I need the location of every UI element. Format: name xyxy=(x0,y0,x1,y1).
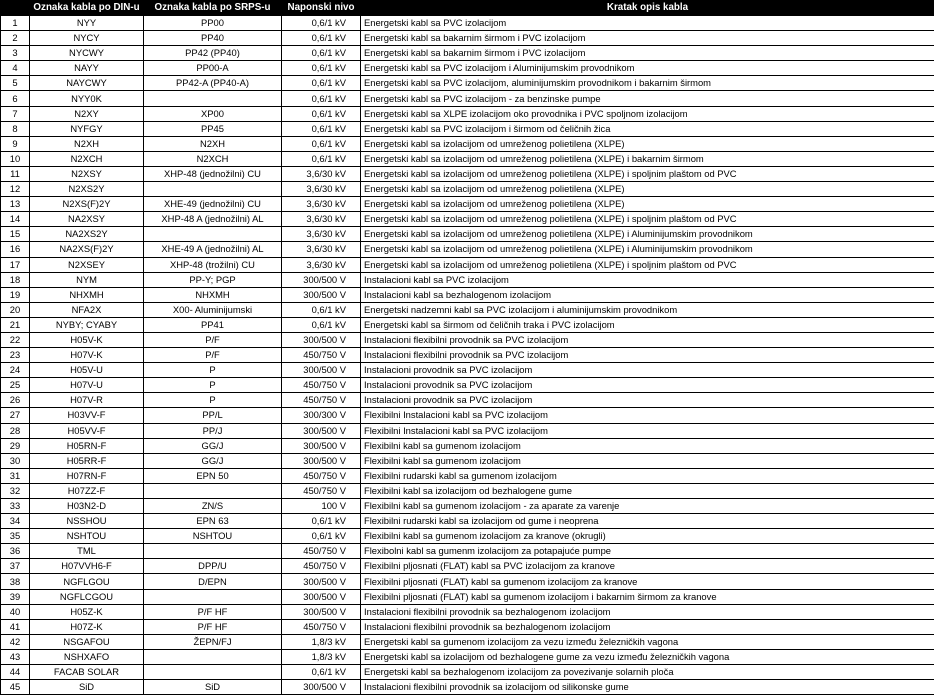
din-code-cell: N2XS(F)2Y xyxy=(30,197,144,212)
row-number-cell: 7 xyxy=(1,106,30,121)
row-number-cell: 1 xyxy=(1,16,30,31)
voltage-level-cell: 3,6/30 kV xyxy=(282,257,361,272)
din-code-cell: H05VV-F xyxy=(30,423,144,438)
cable-description-cell: Flexibilni Instalacioni kabl sa PVC izolacijom xyxy=(361,408,934,423)
din-code-cell: NA2XS(F)2Y xyxy=(30,242,144,257)
cable-description-cell: Energetski kabl sa XLPE izolacijom oko provodnika i PVC spoljnom izolacijom xyxy=(361,106,934,121)
voltage-level-cell: 450/750 V xyxy=(282,468,361,483)
din-code-cell: NYFGY xyxy=(30,121,144,136)
cable-description-cell: Instalacioni provodnik sa PVC izolacijom xyxy=(361,363,934,378)
table-row xyxy=(1,182,934,197)
table-row xyxy=(1,559,934,574)
row-number-cell: 38 xyxy=(1,574,30,589)
header-number xyxy=(1,1,30,16)
table-row xyxy=(1,649,934,664)
table-row xyxy=(1,227,934,242)
voltage-level-cell: 300/500 V xyxy=(282,423,361,438)
voltage-level-cell: 0,6/1 kV xyxy=(282,46,361,61)
table-row xyxy=(1,121,934,136)
cable-description-cell: Flexibilni kabl sa gumenom izolacijom - za aparate za varenje xyxy=(361,499,934,514)
din-code-cell: NYY0K xyxy=(30,91,144,106)
cable-description-cell: Instalacioni provodnik sa PVC izolacijom xyxy=(361,393,934,408)
cable-description-cell: Instalacioni flexibilni provodnik sa bezhalogenom izolacijom xyxy=(361,604,934,619)
table-row xyxy=(1,378,934,393)
row-number-cell: 33 xyxy=(1,499,30,514)
table-row xyxy=(1,665,934,680)
header-srps: Oznaka kabla po SRPS-u xyxy=(144,1,282,16)
voltage-level-cell: 300/500 V xyxy=(282,453,361,468)
voltage-level-cell: 300/500 V xyxy=(282,574,361,589)
cable-description-cell: Energetski kabl sa PVC izolacijom, aluminijumskim provodnikom i bakarnim širmom xyxy=(361,76,934,91)
voltage-level-cell: 3,6/30 kV xyxy=(282,182,361,197)
table-row xyxy=(1,544,934,559)
table-row xyxy=(1,106,934,121)
srps-code-cell: N2XCH xyxy=(144,151,282,166)
srps-code-cell: PP00-A xyxy=(144,61,282,76)
cable-description-cell: Instalacioni flexibilni provodnik sa PVC izolacijom xyxy=(361,348,934,363)
cable-description-cell: Flexibolni kabl sa gumenm izolacijom za potapajuće pumpe xyxy=(361,544,934,559)
srps-code-cell: PP-Y; PGP xyxy=(144,272,282,287)
din-code-cell: NHXMH xyxy=(30,287,144,302)
srps-code-cell: SiD xyxy=(144,680,282,695)
srps-code-cell: P xyxy=(144,393,282,408)
row-number-cell: 32 xyxy=(1,483,30,498)
row-number-cell: 28 xyxy=(1,423,30,438)
din-code-cell: H03VV-F xyxy=(30,408,144,423)
din-code-cell: NYBY; CYABY xyxy=(30,317,144,332)
din-code-cell: H05V-U xyxy=(30,363,144,378)
table-row xyxy=(1,212,934,227)
din-code-cell: NGFLCGOU xyxy=(30,589,144,604)
table-row xyxy=(1,619,934,634)
din-code-cell: TML xyxy=(30,544,144,559)
din-code-cell: N2XY xyxy=(30,106,144,121)
voltage-level-cell: 0,6/1 kV xyxy=(282,121,361,136)
voltage-level-cell: 300/500 V xyxy=(282,680,361,695)
srps-code-cell xyxy=(144,589,282,604)
row-number-cell: 36 xyxy=(1,544,30,559)
din-code-cell: NYCWY xyxy=(30,46,144,61)
srps-code-cell xyxy=(144,665,282,680)
table-row xyxy=(1,166,934,181)
cable-description-cell: Energetski kabl sa izolacijom od umreženog polietilena (XLPE) i bakarnim širmom xyxy=(361,151,934,166)
cable-description-cell: Energetski kabl sa izolacijom od umreženog polietilena (XLPE) i spoljnim plaštom od PVC xyxy=(361,212,934,227)
srps-code-cell xyxy=(144,227,282,242)
srps-code-cell: P xyxy=(144,363,282,378)
srps-code-cell: GG/J xyxy=(144,438,282,453)
row-number-cell: 20 xyxy=(1,302,30,317)
din-code-cell: N2XSY xyxy=(30,166,144,181)
cable-description-cell: Energetski kabl sa PVC izolacijom xyxy=(361,16,934,31)
cable-description-cell: Energetski kabl sa bakarnim širmom i PVC izolacijom xyxy=(361,46,934,61)
cable-description-cell: Instalacioni flexibilni provodnik sa izolacijom od silikonske gume xyxy=(361,680,934,695)
cable-description-cell: Energetski kabl sa bezhalogenom izolacijom za povezivanje solarnih ploča xyxy=(361,665,934,680)
voltage-level-cell: 1,8/3 kV xyxy=(282,649,361,664)
table-row xyxy=(1,76,934,91)
srps-code-cell: ŽEPN/FJ xyxy=(144,634,282,649)
cable-description-cell: Flexibilni pljosnati (FLAT) kabl sa PVC izolacijom za kranove xyxy=(361,559,934,574)
row-number-cell: 2 xyxy=(1,31,30,46)
cable-description-cell: Instalacioni flexibilni provodnik sa PVC izolacijom xyxy=(361,332,934,347)
voltage-level-cell: 3,6/30 kV xyxy=(282,197,361,212)
row-number-cell: 11 xyxy=(1,166,30,181)
srps-code-cell: XP00 xyxy=(144,106,282,121)
cable-description-cell: Flexibilni pljosnati (FLAT) kabl sa gumenom izolacijom za kranove xyxy=(361,574,934,589)
srps-code-cell: P/F HF xyxy=(144,619,282,634)
voltage-level-cell: 300/500 V xyxy=(282,604,361,619)
srps-code-cell: PP42-A (PP40-A) xyxy=(144,76,282,91)
voltage-level-cell: 1,8/3 kV xyxy=(282,634,361,649)
srps-code-cell xyxy=(144,91,282,106)
cable-description-cell: Energetski nadzemni kabl sa PVC izolacijom i aluminijumskim provodnikom xyxy=(361,302,934,317)
table-row xyxy=(1,680,934,695)
table-row xyxy=(1,574,934,589)
row-number-cell: 23 xyxy=(1,348,30,363)
voltage-level-cell: 3,6/30 kV xyxy=(282,212,361,227)
srps-code-cell xyxy=(144,483,282,498)
voltage-level-cell: 450/750 V xyxy=(282,544,361,559)
table-header xyxy=(1,1,934,16)
table-row xyxy=(1,31,934,46)
srps-code-cell: XHP-48 (jednožilni) CU xyxy=(144,166,282,181)
table-row xyxy=(1,272,934,287)
row-number-cell: 12 xyxy=(1,182,30,197)
table-row xyxy=(1,634,934,649)
srps-code-cell: XHE-49 (jednožilni) CU xyxy=(144,197,282,212)
row-number-cell: 14 xyxy=(1,212,30,227)
din-code-cell: N2XSEY xyxy=(30,257,144,272)
header-voltage: Naponski nivo xyxy=(282,1,361,16)
row-number-cell: 30 xyxy=(1,453,30,468)
voltage-level-cell: 0,6/1 kV xyxy=(282,91,361,106)
voltage-level-cell: 300/500 V xyxy=(282,332,361,347)
din-code-cell: NAYCWY xyxy=(30,76,144,91)
table-row xyxy=(1,332,934,347)
srps-code-cell: P xyxy=(144,378,282,393)
header-description: Kratak opis kabla xyxy=(361,1,934,16)
row-number-cell: 13 xyxy=(1,197,30,212)
srps-code-cell xyxy=(144,544,282,559)
din-code-cell: NA2XSY xyxy=(30,212,144,227)
voltage-level-cell: 300/500 V xyxy=(282,363,361,378)
header-din: Oznaka kabla po DIN-u xyxy=(30,1,144,16)
din-code-cell: H07V-U xyxy=(30,378,144,393)
srps-code-cell: GG/J xyxy=(144,453,282,468)
table-row xyxy=(1,287,934,302)
row-number-cell: 16 xyxy=(1,242,30,257)
cable-description-cell: Flexibilni Instalacioni kabl sa PVC izolacijom xyxy=(361,423,934,438)
row-number-cell: 40 xyxy=(1,604,30,619)
cable-description-cell: Energetski kabl sa širmom od čeličnih traka i PVC izolacijom xyxy=(361,317,934,332)
row-number-cell: 45 xyxy=(1,680,30,695)
din-code-cell: H07Z-K xyxy=(30,619,144,634)
row-number-cell: 5 xyxy=(1,76,30,91)
din-code-cell: NYM xyxy=(30,272,144,287)
voltage-level-cell: 0,6/1 kV xyxy=(282,665,361,680)
table-row xyxy=(1,408,934,423)
row-number-cell: 17 xyxy=(1,257,30,272)
srps-code-cell xyxy=(144,182,282,197)
row-number-cell: 41 xyxy=(1,619,30,634)
srps-code-cell: PP42 (PP40) xyxy=(144,46,282,61)
cable-description-cell: Energetski kabl sa gumenom izolacijom za vezu između železničkih vagona xyxy=(361,634,934,649)
voltage-level-cell: 3,6/30 kV xyxy=(282,166,361,181)
voltage-level-cell: 450/750 V xyxy=(282,483,361,498)
cable-description-cell: Flexibilni kabl sa gumenom izolacijom za kranove (okrugli) xyxy=(361,529,934,544)
din-code-cell: NSGAFOU xyxy=(30,634,144,649)
srps-code-cell xyxy=(144,649,282,664)
voltage-level-cell: 0,6/1 kV xyxy=(282,151,361,166)
cable-description-cell: Energetski kabl sa bakarnim širmom i PVC izolacijom xyxy=(361,31,934,46)
srps-code-cell: PP41 xyxy=(144,317,282,332)
cable-description-cell: Energetski kabl sa izolacijom od umreženog polietilena (XLPE) xyxy=(361,197,934,212)
table-row xyxy=(1,423,934,438)
table-row xyxy=(1,257,934,272)
row-number-cell: 43 xyxy=(1,649,30,664)
srps-code-cell: XHP-48 A (jednožilni) AL xyxy=(144,212,282,227)
voltage-level-cell: 3,6/30 kV xyxy=(282,227,361,242)
table-row xyxy=(1,151,934,166)
table-row xyxy=(1,589,934,604)
din-code-cell: N2XS2Y xyxy=(30,182,144,197)
din-code-cell: H07VVH6-F xyxy=(30,559,144,574)
srps-code-cell: NHXMH xyxy=(144,287,282,302)
voltage-level-cell: 300/300 V xyxy=(282,408,361,423)
row-number-cell: 37 xyxy=(1,559,30,574)
row-number-cell: 15 xyxy=(1,227,30,242)
srps-code-cell: PP40 xyxy=(144,31,282,46)
cable-description-cell: Energetski kabl sa izolacijom od umreženog polietilena (XLPE) xyxy=(361,182,934,197)
din-code-cell: H07RN-F xyxy=(30,468,144,483)
table-row xyxy=(1,136,934,151)
table-row xyxy=(1,302,934,317)
row-number-cell: 19 xyxy=(1,287,30,302)
row-number-cell: 22 xyxy=(1,332,30,347)
voltage-level-cell: 3,6/30 kV xyxy=(282,242,361,257)
cable-description-cell: Flexibilni rudarski kabl sa izolacijom od gume i neoprena xyxy=(361,514,934,529)
cable-description-cell: Energetski kabl sa PVC izolacijom i širmom od čeličnih žica xyxy=(361,121,934,136)
table-row xyxy=(1,317,934,332)
voltage-level-cell: 300/500 V xyxy=(282,272,361,287)
table-row xyxy=(1,91,934,106)
row-number-cell: 26 xyxy=(1,393,30,408)
din-code-cell: H05RN-F xyxy=(30,438,144,453)
table-row xyxy=(1,529,934,544)
din-code-cell: NSHXAFO xyxy=(30,649,144,664)
din-code-cell: NGFLGOU xyxy=(30,574,144,589)
srps-code-cell: NSHTOU xyxy=(144,529,282,544)
voltage-level-cell: 0,6/1 kV xyxy=(282,317,361,332)
cable-description-cell: Energetski kabl sa PVC izolacijom - za benzinske pumpe xyxy=(361,91,934,106)
voltage-level-cell: 0,6/1 kV xyxy=(282,514,361,529)
row-number-cell: 10 xyxy=(1,151,30,166)
row-number-cell: 9 xyxy=(1,136,30,151)
row-number-cell: 8 xyxy=(1,121,30,136)
srps-code-cell: P/F HF xyxy=(144,604,282,619)
voltage-level-cell: 0,6/1 kV xyxy=(282,61,361,76)
table-row xyxy=(1,348,934,363)
srps-code-cell: XHP-48 (trožilni) CU xyxy=(144,257,282,272)
voltage-level-cell: 0,6/1 kV xyxy=(282,16,361,31)
din-code-cell: H05V-K xyxy=(30,332,144,347)
srps-code-cell: PP/J xyxy=(144,423,282,438)
table-row xyxy=(1,46,934,61)
din-code-cell: NSSHOU xyxy=(30,514,144,529)
voltage-level-cell: 450/750 V xyxy=(282,393,361,408)
voltage-level-cell: 300/500 V xyxy=(282,438,361,453)
din-code-cell: H05Z-K xyxy=(30,604,144,619)
cable-description-cell: Energetski kabl sa izolacijom od umreženog polietilena (XLPE) i Aluminijumskim provodnikom xyxy=(361,242,934,257)
row-number-cell: 31 xyxy=(1,468,30,483)
din-code-cell: NSHTOU xyxy=(30,529,144,544)
voltage-level-cell: 450/750 V xyxy=(282,559,361,574)
srps-code-cell: XHE-49 A (jednožilni) AL xyxy=(144,242,282,257)
table-row xyxy=(1,393,934,408)
srps-code-cell: ZN/S xyxy=(144,499,282,514)
srps-code-cell: EPN 63 xyxy=(144,514,282,529)
cable-description-cell: Instalacioni kabl sa PVC izolacijom xyxy=(361,272,934,287)
din-code-cell: H07V-R xyxy=(30,393,144,408)
voltage-level-cell: 450/750 V xyxy=(282,619,361,634)
din-code-cell: SiD xyxy=(30,680,144,695)
row-number-cell: 44 xyxy=(1,665,30,680)
row-number-cell: 24 xyxy=(1,363,30,378)
row-number-cell: 6 xyxy=(1,91,30,106)
row-number-cell: 4 xyxy=(1,61,30,76)
voltage-level-cell: 450/750 V xyxy=(282,378,361,393)
srps-code-cell: EPN 50 xyxy=(144,468,282,483)
table-row xyxy=(1,604,934,619)
header-row xyxy=(1,1,934,16)
din-code-cell: FACAB SOLAR xyxy=(30,665,144,680)
srps-code-cell: PP45 xyxy=(144,121,282,136)
row-number-cell: 34 xyxy=(1,514,30,529)
cable-description-cell: Instalacioni kabl sa bezhalogenom izolacijom xyxy=(361,287,934,302)
srps-code-cell: D/EPN xyxy=(144,574,282,589)
srps-code-cell: X00- Aluminijumski xyxy=(144,302,282,317)
din-code-cell: H03N2-D xyxy=(30,499,144,514)
voltage-level-cell: 0,6/1 kV xyxy=(282,529,361,544)
cable-description-cell: Instalacioni flexibilni provodnik sa bezhalogenom izolacijom xyxy=(361,619,934,634)
srps-code-cell: PP00 xyxy=(144,16,282,31)
cable-description-cell: Flexibilni kabl sa gumenom izolacijom xyxy=(361,453,934,468)
row-number-cell: 42 xyxy=(1,634,30,649)
table-row xyxy=(1,453,934,468)
row-number-cell: 3 xyxy=(1,46,30,61)
cable-description-cell: Flexibilni kabl sa izolacijom od bezhalogene gume xyxy=(361,483,934,498)
voltage-level-cell: 300/500 V xyxy=(282,287,361,302)
row-number-cell: 35 xyxy=(1,529,30,544)
voltage-level-cell: 0,6/1 kV xyxy=(282,31,361,46)
voltage-level-cell: 100 V xyxy=(282,499,361,514)
cable-description-cell: Energetski kabl sa izolacijom od umreženog polietilena (XLPE) i Aluminijumskim provodnikom xyxy=(361,227,934,242)
voltage-level-cell: 0,6/1 kV xyxy=(282,136,361,151)
table-row xyxy=(1,438,934,453)
table-row xyxy=(1,468,934,483)
row-number-cell: 21 xyxy=(1,317,30,332)
cable-description-cell: Energetski kabl sa izolacijom od bezhalogene gume za vezu između železničkih vagona xyxy=(361,649,934,664)
cable-description-cell: Energetski kabl sa PVC izolacijom i Aluminijumskim provodnikom xyxy=(361,61,934,76)
row-number-cell: 29 xyxy=(1,438,30,453)
cable-description-cell: Flexibilni pljosnati (FLAT) kabl sa gumenom izolacijom i bakarnim širmom za kranove xyxy=(361,589,934,604)
row-number-cell: 25 xyxy=(1,378,30,393)
cable-description-cell: Energetski kabl sa izolacijom od umreženog polietilena (XLPE) xyxy=(361,136,934,151)
din-code-cell: NYY xyxy=(30,16,144,31)
row-number-cell: 18 xyxy=(1,272,30,287)
voltage-level-cell: 0,6/1 kV xyxy=(282,106,361,121)
table-row xyxy=(1,61,934,76)
cable-description-cell: Flexibilni rudarski kabl sa gumenom izolacijom xyxy=(361,468,934,483)
table-row xyxy=(1,16,934,31)
srps-code-cell: PP/L xyxy=(144,408,282,423)
cable-description-cell: Energetski kabl sa izolacijom od umreženog polietilena (XLPE) i spoljnim plaštom od PVC xyxy=(361,257,934,272)
srps-code-cell: P/F xyxy=(144,332,282,347)
srps-code-cell: P/F xyxy=(144,348,282,363)
voltage-level-cell: 450/750 V xyxy=(282,348,361,363)
table-row xyxy=(1,197,934,212)
table-row xyxy=(1,242,934,257)
din-code-cell: NA2XS2Y xyxy=(30,227,144,242)
din-code-cell: N2XCH xyxy=(30,151,144,166)
din-code-cell: H07ZZ-F xyxy=(30,483,144,498)
row-number-cell: 39 xyxy=(1,589,30,604)
voltage-level-cell: 0,6/1 kV xyxy=(282,302,361,317)
srps-code-cell: DPP/U xyxy=(144,559,282,574)
srps-code-cell: N2XH xyxy=(144,136,282,151)
table-row xyxy=(1,363,934,378)
din-code-cell: NFA2X xyxy=(30,302,144,317)
cable-description-cell: Instalacioni provodnik sa PVC izolacijom xyxy=(361,378,934,393)
table-row xyxy=(1,483,934,498)
voltage-level-cell: 300/500 V xyxy=(282,589,361,604)
din-code-cell: H05RR-F xyxy=(30,453,144,468)
din-code-cell: N2XH xyxy=(30,136,144,151)
table-row xyxy=(1,514,934,529)
table-body xyxy=(1,16,934,695)
cable-description-cell: Flexibilni kabl sa gumenom izolacijom xyxy=(361,438,934,453)
row-number-cell: 27 xyxy=(1,408,30,423)
din-code-cell: H07V-K xyxy=(30,348,144,363)
din-code-cell: NAYY xyxy=(30,61,144,76)
voltage-level-cell: 0,6/1 kV xyxy=(282,76,361,91)
cable-description-cell: Energetski kabl sa izolacijom od umreženog polietilena (XLPE) i spoljnim plaštom od PVC xyxy=(361,166,934,181)
din-code-cell: NYCY xyxy=(30,31,144,46)
table-row xyxy=(1,499,934,514)
